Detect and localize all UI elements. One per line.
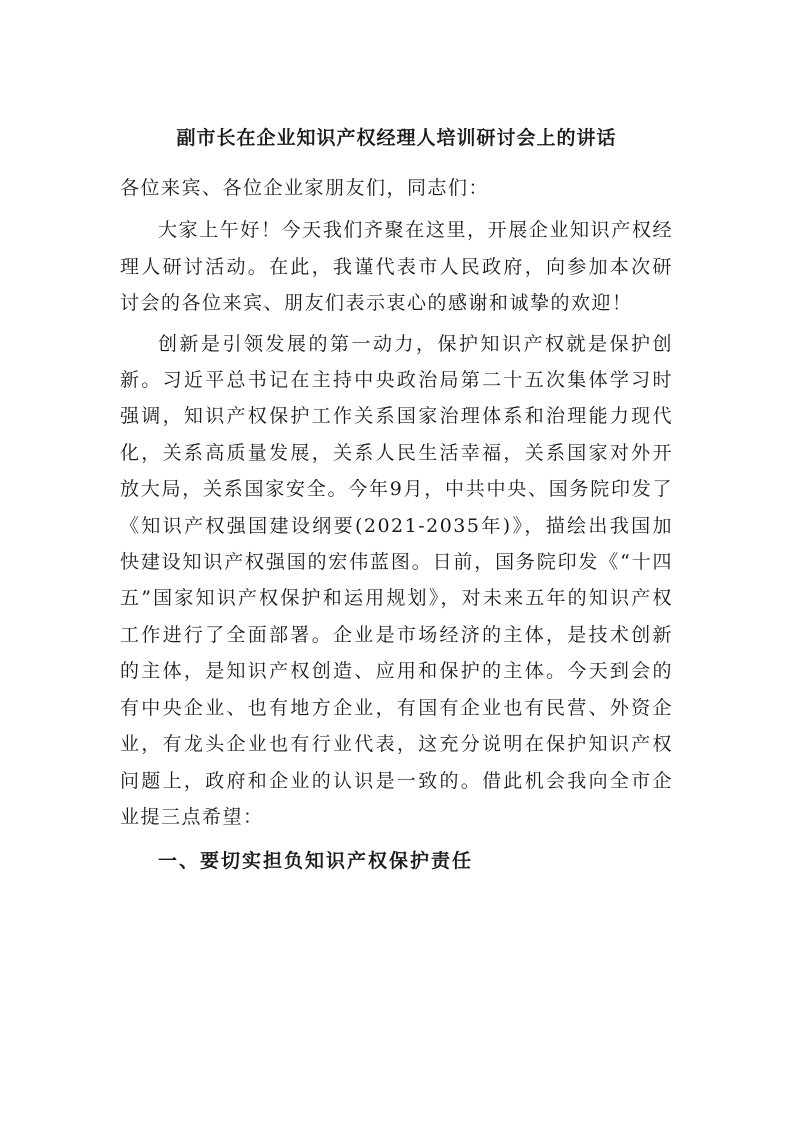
salutation: 各位来宾、各位企业家朋友们，同志们： xyxy=(120,177,490,199)
paragraph-innovation: 创新是引领发展的第一动力，保护知识产权就是保护创新。习近平总书记在主持中央政治局第二十五次集体学习时强调，知识产权保护工作关系国家治理体系和治理能力现代化，关系高质量发展，关系人民生活幸福，关系国家对外开放大局，关系国家安全。今年9月，中共中央、国务院印发了《知识产权强国建设纲要(2021-2035年)》，描绘出我国加快建设知识产权强国的宏伟蓝图。日前，国务院印发《“十四五”国家知识产权保护和运用规划》，对未来五年的知识产权工作进行了全面部署。企业是市场经济的主体，是技术创新的主体，是知识产权创造、应用和保护的主体。今天到会的有中央企业、也有地方企业，有国有企业也有民营、外资企业，有龙头企业也有行业代表，这充分说明在保护知识产权问题上，政府和企业的认识是一致的。借此机会我向全市企业提三点希望： xyxy=(120,332,673,828)
section-heading: 一、要切实担负知识产权保护责任 xyxy=(158,850,474,873)
paragraph-greeting: 大家上午好！今天我们齐聚在这里，开展企业知识产权经理人研讨活动。在此，我谨代表市人民政府，向参加本次研讨会的各位来宾、朋友们表示衷心的感谢和诚挚的欢迎！ xyxy=(120,219,673,315)
document-body xyxy=(120,170,673,880)
document-title: 副市长在企业知识产权经理人培训研讨会上的讲话 xyxy=(176,127,617,149)
